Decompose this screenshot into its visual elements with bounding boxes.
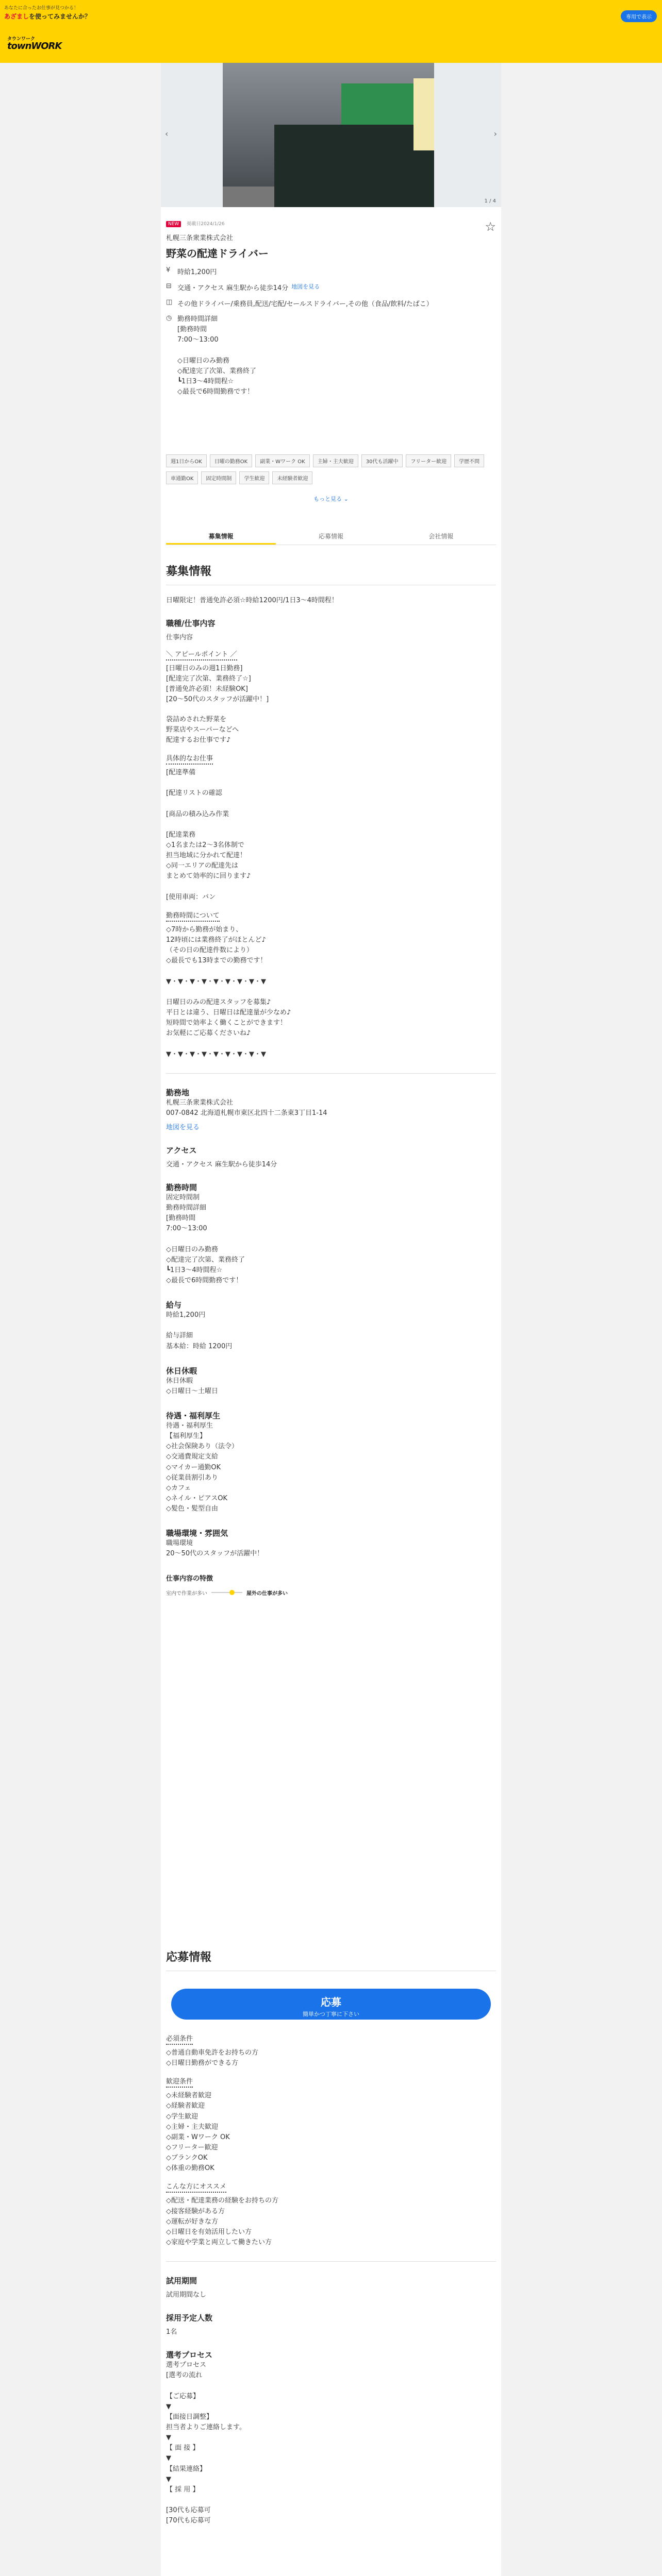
job-header: [166, 217, 496, 397]
flow-title: 具体的なお仕事: [166, 753, 213, 765]
holiday-text: 休日休暇 ◇日曜日～土曜日: [166, 1377, 218, 1395]
feature-tag: 未経験者歓迎: [272, 471, 312, 484]
feature-tag: 固定時間制: [201, 471, 236, 484]
duties-title: 職種/仕事内容: [166, 619, 216, 628]
feature-title: 仕事内容の特徴: [166, 1574, 213, 1583]
process-title: 選考プロセス: [166, 2350, 213, 2360]
recruit-heading: 募集情報: [166, 563, 496, 585]
access-title: アクセス: [166, 1145, 197, 1155]
feature-tag: 30代も活躍中: [361, 454, 403, 467]
brand-bar: [0, 30, 662, 63]
feature-tag: 日曜の勤務OK: [210, 454, 252, 467]
access-row: [166, 282, 496, 292]
section-tabs: [166, 527, 496, 545]
gauge-marker: [229, 1590, 235, 1595]
job-detail: [161, 63, 501, 2576]
gauge-right-label: 屋外の仕事が多い: [246, 1590, 288, 1597]
train-icon: ⊟: [166, 282, 172, 290]
flow-text: [配達準備 [配達リストの確認 [商品の積み込み作業 [配達業務 ◇1名または2～3名体制で 担当地域に分かれて配達！ ◇同一エリアの配達先は まとめて効率的に回ります♪ [使用車両：バン: [166, 768, 251, 901]
feature-tag: 週1日からOK: [166, 454, 207, 467]
apply-details: [166, 2026, 496, 2526]
feature-tag: 主婦・主夫歓迎: [313, 454, 358, 467]
gauge-bar: [211, 1592, 242, 1593]
appeal-text: [日曜日のみの週1日勤務] [配達完了次第、業務終了☆] [普通免許必須！未経験OK] [20～50代のスタッフが活躍中！]: [166, 665, 269, 704]
hours: 勤務時間詳細 [勤務時間 7:00～13:00 ◇日曜日のみ勤務 ◇配達完了次第、業務終了 ┗1日3～4時間程☆ ◇最長で6時間勤務です！: [177, 315, 256, 396]
photo-counter: 1 / 4: [484, 198, 496, 204]
place-title: 勤務地: [166, 1088, 190, 1097]
top-banner: [0, 0, 662, 30]
access-text: 交通・アクセス 麻生駅から徒歩14分: [166, 1160, 277, 1168]
env-title: 職場環境・雰囲気: [166, 1529, 228, 1538]
access: 交通・アクセス 麻生駅から徒歩14分: [177, 284, 289, 292]
apply-button-label: 応募: [321, 1996, 341, 2008]
duties-sub: 仕事内容: [166, 634, 193, 641]
apply-button-sub: 簡単かつ丁寧に下さい: [303, 2011, 359, 2018]
apply-heading: 応募情報: [166, 1948, 496, 1971]
benefit-title: 待遇・福利厚生: [166, 1411, 221, 1421]
map-link[interactable]: 地図を見る: [291, 283, 320, 290]
trial-title: 試用期間: [166, 2276, 197, 2286]
app-open-button[interactable]: 専用で表示: [621, 10, 657, 22]
promo-banner[interactable]: [4, 4, 138, 25]
feature-tag: フリーター歓迎: [406, 454, 451, 467]
company-name: 札幌三条衆業株式会社: [166, 234, 234, 242]
promo-line1: あなたに合ったお仕事が見つかる！: [4, 6, 79, 11]
required-title: 必須条件: [166, 2033, 193, 2045]
logo-big: townWORK: [7, 41, 62, 52]
holiday-title: 休日休暇: [166, 1366, 197, 1376]
chevron-right-icon[interactable]: ›: [493, 129, 497, 139]
store-photo: [223, 63, 434, 207]
welcome-title: 歓迎条件: [166, 2076, 193, 2088]
place-map-link[interactable]: 地図を見る: [166, 1123, 200, 1131]
category: その他ドライバー/乗務員,配送/宅配/セールスドライバー,その他（食品/飲料/たばこ）: [177, 300, 433, 308]
process-text: 選考プロセス [選考の流れ 【ご応募】 ▼ 【面接日調整】 担当者よりご連絡します。 ▼ 【 面 接 】 ▼ 【結果連絡】 ▼ 【 採 用 】 [30代も応募可 [70代も応募可: [166, 2361, 246, 2525]
recruit-lead: 日曜限定！普通免許必須☆時給1200円/1日3～4時間程！: [166, 597, 338, 604]
logo-small: タウンワーク: [7, 37, 36, 42]
hours-row: [166, 314, 496, 397]
salary: 時給1,200円: [177, 268, 217, 276]
bag-icon: ◫: [166, 298, 173, 306]
tab-apply[interactable]: 応募情報: [318, 533, 343, 540]
time-title: 勤務時間について: [166, 910, 220, 922]
apply-button-top[interactable]: [171, 1989, 491, 2020]
tab-company[interactable]: 会社情報: [428, 533, 454, 540]
env-text: 職場環境 20～50代のスタッフが活躍中！: [166, 1539, 264, 1558]
required-text: ◇普通自動車免許をお持ちの方 ◇日曜日勤務ができる方: [166, 2049, 258, 2067]
townwork-logo[interactable]: [7, 37, 61, 52]
recommend-text: ◇配送・配達業務の経験をお持ちの方 ◇接客経験がある方 ◇運転が好きな方 ◇日曜日を有効活用したい方 ◇家庭や学業と両立して働きたい方: [166, 2197, 278, 2246]
appeal-title: ＼ アピールポイント ／: [166, 649, 237, 660]
work-feature-gauge: [166, 1589, 496, 1597]
trial-text: 試用期間なし: [166, 2291, 207, 2299]
yen-icon: ¥: [166, 266, 171, 274]
posted-date: 掲載日2024/1/26: [187, 222, 225, 227]
photo-carousel[interactable]: [161, 63, 501, 207]
salary-row: [166, 266, 496, 276]
apply-section: [166, 1948, 496, 1971]
time-text: ◇7時から勤務が始まり、 12時頃には業務終了がほとんど♪ （その日の配達件数により） ◇最長でも13時までの勤務です！ ▼・▼・▼・▼・▼・▼・▼・▼・▼ 日曜日のみの配達スタッフを募集♪ 平日とは違う、日曜日は配達量が少なめ♪ 短時間で効率よく働くことができます！ お気軽にご応募くださいね♪ ▼・▼・▼・▼・▼・▼・▼・▼・▼: [166, 925, 291, 1058]
promo-line2-post: を使ってみませんか？: [29, 13, 91, 20]
gauge-left-label: 室内で作業が多い: [166, 1590, 207, 1597]
welcome-text: ◇未経験者歓迎 ◇経験者歓迎 ◇学生歓迎 ◇主婦・主夫歓迎 ◇副業・Wワーク OK ◇フリーター歓迎 ◇ブランクOK ◇体重の勤務OK: [166, 2092, 230, 2173]
place-text: 札幌三条衆業株式会社 007-0842 北海道札幌市東区北四十二条東3丁目1-14: [166, 1098, 327, 1117]
count-title: 採用予定人数: [166, 2313, 213, 2323]
recruit-section: [166, 563, 496, 1597]
new-badge: NEW: [166, 221, 181, 227]
hours-title: 勤務時間: [166, 1182, 197, 1192]
clock-icon: ◷: [166, 314, 172, 322]
job-title: 野菜の配達ドライバー: [166, 247, 269, 260]
hours-text: 固定時間制 勤務時間詳細 [勤務時間 7:00～13:00 ◇日曜日のみ勤務 ◇配達完了次第、業務終了 ┗1日3～4時間程☆ ◇最長で6時間勤務です！: [166, 1193, 245, 1285]
promo-line2: [4, 12, 138, 21]
feature-tag: 学生歓迎: [239, 471, 269, 484]
benefit-text: 待遇・福利厚生 【福利厚生】 ◇社会保険あり（法令） ◇交通費規定支給 ◇マイカー通勤OK ◇従業員割引あり ◇カフェ ◇ネイル・ピアスOK ◇髪色・髪型自由: [166, 1422, 238, 1513]
favorite-star-icon[interactable]: ☆: [485, 219, 496, 234]
feature-tags: [166, 454, 496, 488]
count-text: 1名: [166, 2328, 177, 2336]
recommend-title: こんな方にオススメ: [166, 2181, 226, 2193]
category-row: [166, 298, 496, 308]
feature-tag: 学歴不問: [454, 454, 484, 467]
feature-tag: 車通勤OK: [166, 471, 198, 484]
pay-text: 時給1,200円 給与詳細 基本給：時給 1200円: [166, 1311, 233, 1350]
pay-title: 給与: [166, 1300, 182, 1310]
tab-recruit[interactable]: 募集情報: [166, 527, 276, 545]
more-link[interactable]: もっと見る ⌄: [313, 496, 349, 502]
intro-text: 袋詰めされた野菜を 野菜店やスーパーなどへ 配達するお仕事です♪: [166, 715, 239, 744]
feature-tag: 副業・Wワーク OK: [255, 454, 310, 467]
promo-highlight: あざまし: [4, 13, 29, 20]
chevron-left-icon[interactable]: ‹: [165, 129, 169, 139]
